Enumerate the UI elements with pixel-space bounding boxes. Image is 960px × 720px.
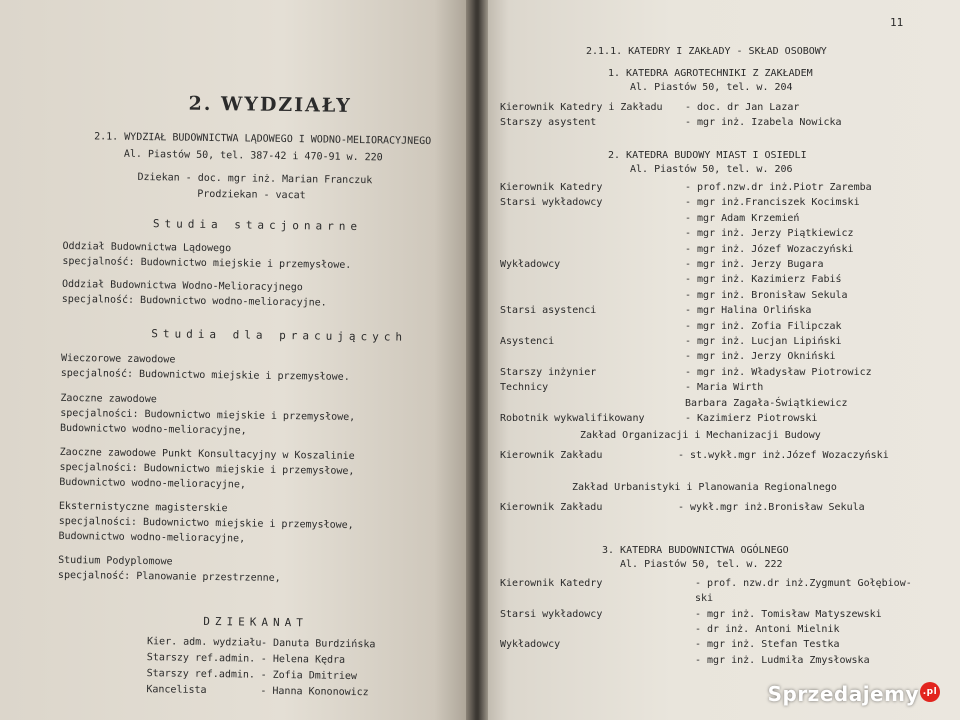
watermark-brand: Sprzedajemy (767, 682, 919, 706)
staff-name: - st.wykł.mgr inż.Józef Wozaczyński (678, 450, 889, 461)
deanery-name: - Zofia Dmitriew (260, 669, 357, 683)
working-line: Eksternistyczne magisterskie (58, 500, 228, 515)
working-line: Zaoczne zawodowe (60, 392, 157, 406)
staff-name: - mgr inż. Stefan Testka (695, 639, 840, 651)
working-heading: Studia dla pracujących (151, 327, 408, 344)
watermark-suffix: .pl (920, 682, 940, 702)
vice-dean-line: Prodziekan - vacat (197, 188, 306, 202)
staff-role: Starsi wykładowcy (500, 608, 603, 620)
staff-role: Starszy asystent (500, 117, 597, 128)
staff-name: Barbara Zagała-Świątkiewicz (685, 397, 848, 409)
department-address: Al. Piastów 50, tel. w. 204 (630, 82, 793, 93)
staff-name: - prof. nzw.dr inż.Zygmunt Gołębiow- (695, 578, 912, 589)
staff-name: - mgr inż. Władysław Piotrowicz (685, 366, 872, 378)
staff-name: - Kazimierz Piotrowski (685, 413, 818, 424)
staff-name: ski (695, 593, 714, 605)
staff-role: Kierownik Katedry i Zakładu (500, 102, 663, 113)
working-line: Studium Podyplomowe (58, 554, 173, 568)
right-page (480, 0, 960, 720)
stationary-line: specjalność: Budownictwo wodno-melioracyjne. (61, 293, 327, 309)
staff-name: - mgr inż.Franciszek Kocimski (685, 197, 860, 209)
department-title: 3. KATEDRA BUDOWNICTWA OGÓLNEGO (602, 545, 789, 556)
faculty-title: 2.1. WYDZIAŁ BUDOWNICTWA LĄDOWEGO I WODNO-MELIORACYJNEGO (94, 131, 432, 148)
staff-role: Starsi wykładowcy (500, 197, 603, 209)
unit-title: Zakład Urbanistyki i Planowania Regionalnego (572, 482, 837, 493)
stationary-line: Oddział Budownictwa Lądowego (62, 240, 232, 255)
deanery-role: Starszy ref.admin. (146, 668, 256, 681)
stationary-line: Oddział Budownictwa Wodno-Melioracyjnego (61, 278, 303, 294)
dean-line: Dziekan - doc. mgr inż. Marian Franczuk (137, 171, 373, 187)
staff-role: Starszy inżynier (500, 366, 597, 378)
working-line: Zaoczne zawodowe Punkt Konsultacyjny w Koszalinie (59, 446, 355, 462)
deanery-role: Starszy ref.admin. (146, 652, 256, 665)
staff-role: Technicy (500, 382, 549, 394)
working-line: Budownictwo wodno-melioracyjne, (59, 476, 246, 491)
working-line: Budownictwo wodno-melioracyjne, (58, 530, 246, 545)
staff-role: Kierownik Katedry (500, 182, 603, 193)
deanery-heading: DZIEKANAT (203, 614, 309, 630)
staff-role: Starsi asystenci (500, 305, 597, 317)
working-line: specjalności: Budownictwo miejskie i przemysłowe, (59, 461, 355, 477)
staff-role: Wykładowcy (500, 259, 561, 270)
department-title: 1. KATEDRA AGROTECHNIKI Z ZAKŁADEM (608, 68, 813, 79)
left-page (0, 0, 472, 720)
chapter-heading: 2. WYDZIAŁY (188, 92, 352, 117)
deanery-name: - Helena Kędra (260, 653, 346, 666)
staff-name: - mgr inż. Izabela Nowicka (685, 117, 842, 128)
staff-name: - mgr inż. Józef Wozaczyński (685, 243, 854, 255)
staff-name: - mgr inż. Jerzy Okniński (685, 351, 836, 363)
working-line: specjalności: Budownictwo miejskie i przemysłowe, (58, 515, 354, 531)
staff-role: Wykładowcy (500, 639, 561, 651)
staff-name: - mgr Halina Orlińska (685, 305, 812, 317)
staff-role: Kierownik Zakładu (500, 502, 603, 513)
staff-name: - prof.nzw.dr inż.Piotr Zaremba (685, 182, 872, 193)
deanery-name: - Hanna Kononowicz (260, 685, 369, 699)
staff-name: - mgr inż. Bronisław Sekula (685, 289, 848, 301)
staff-name: - Maria Wirth (685, 382, 764, 394)
working-line: Wieczorowe zawodowe (60, 352, 176, 366)
staff-role: Kierownik Zakładu (500, 450, 603, 461)
section-title: 2.1.1. KATEDRY I ZAKŁADY - SKŁAD OSOBOWY (586, 46, 827, 57)
department-address: Al. Piastów 50, tel. w. 206 (630, 164, 793, 175)
staff-name: - dr inż. Antoni Mielnik (695, 623, 840, 635)
deanery-role: Kancelista (146, 684, 207, 696)
department-title: 2. KATEDRA BUDOWY MIAST I OSIEDLI (608, 150, 807, 161)
faculty-address: Al. Piastów 50, tel. 387-42 i 470-91 w. 220 (123, 148, 383, 164)
staff-role: Kierownik Katedry (500, 578, 603, 589)
working-line: Budownictwo wodno-melioracyjne, (59, 422, 247, 437)
staff-name: - mgr inż. Jerzy Bugara (685, 259, 824, 270)
staff-role: Asystenci (500, 336, 555, 347)
staff-name: - mgr inż. Lucjan Lipiński (685, 336, 842, 347)
working-line: specjalność: Planowanie przestrzenne, (57, 569, 281, 584)
deanery-name: - Danuta Burdzińska (260, 637, 376, 651)
staff-name: - mgr inż. Ludmiła Zmysłowska (695, 654, 870, 666)
staff-role: Robotnik wykwalifikowany (500, 413, 645, 424)
site-watermark (768, 682, 940, 706)
staff-name: - mgr inż. Jerzy Piątkiewicz (685, 228, 854, 240)
staff-name: - mgr inż. Zofia Filipczak (685, 320, 842, 332)
page-number: 11 (890, 16, 904, 29)
staff-name: - doc. dr Jan Lazar (685, 102, 800, 113)
staff-name: - mgr inż. Tomisław Matyszewski (695, 608, 882, 620)
staff-name: - mgr Adam Krzemień (685, 212, 800, 224)
stationary-line: specjalność: Budownictwo miejskie i przemysłowe. (62, 255, 352, 271)
working-line: specjalność: Budownictwo miejskie i przemysłowe. (60, 367, 350, 383)
working-line: specjalności: Budownictwo miejskie i przemysłowe, (60, 407, 356, 423)
stationary-heading: Studia stacjonarne (152, 217, 363, 234)
staff-name: - mgr inż. Kazimierz Fabiś (685, 274, 842, 286)
staff-name: - wykł.mgr inż.Bronisław Sekula (678, 502, 865, 513)
unit-title: Zakład Organizacji i Mechanizacji Budowy (580, 430, 821, 441)
department-address: Al. Piastów 50, tel. w. 222 (620, 559, 783, 570)
left-page-text (0, 0, 472, 699)
book-gutter (466, 0, 488, 720)
deanery-role: Kier. adm. wydziału (146, 636, 262, 649)
